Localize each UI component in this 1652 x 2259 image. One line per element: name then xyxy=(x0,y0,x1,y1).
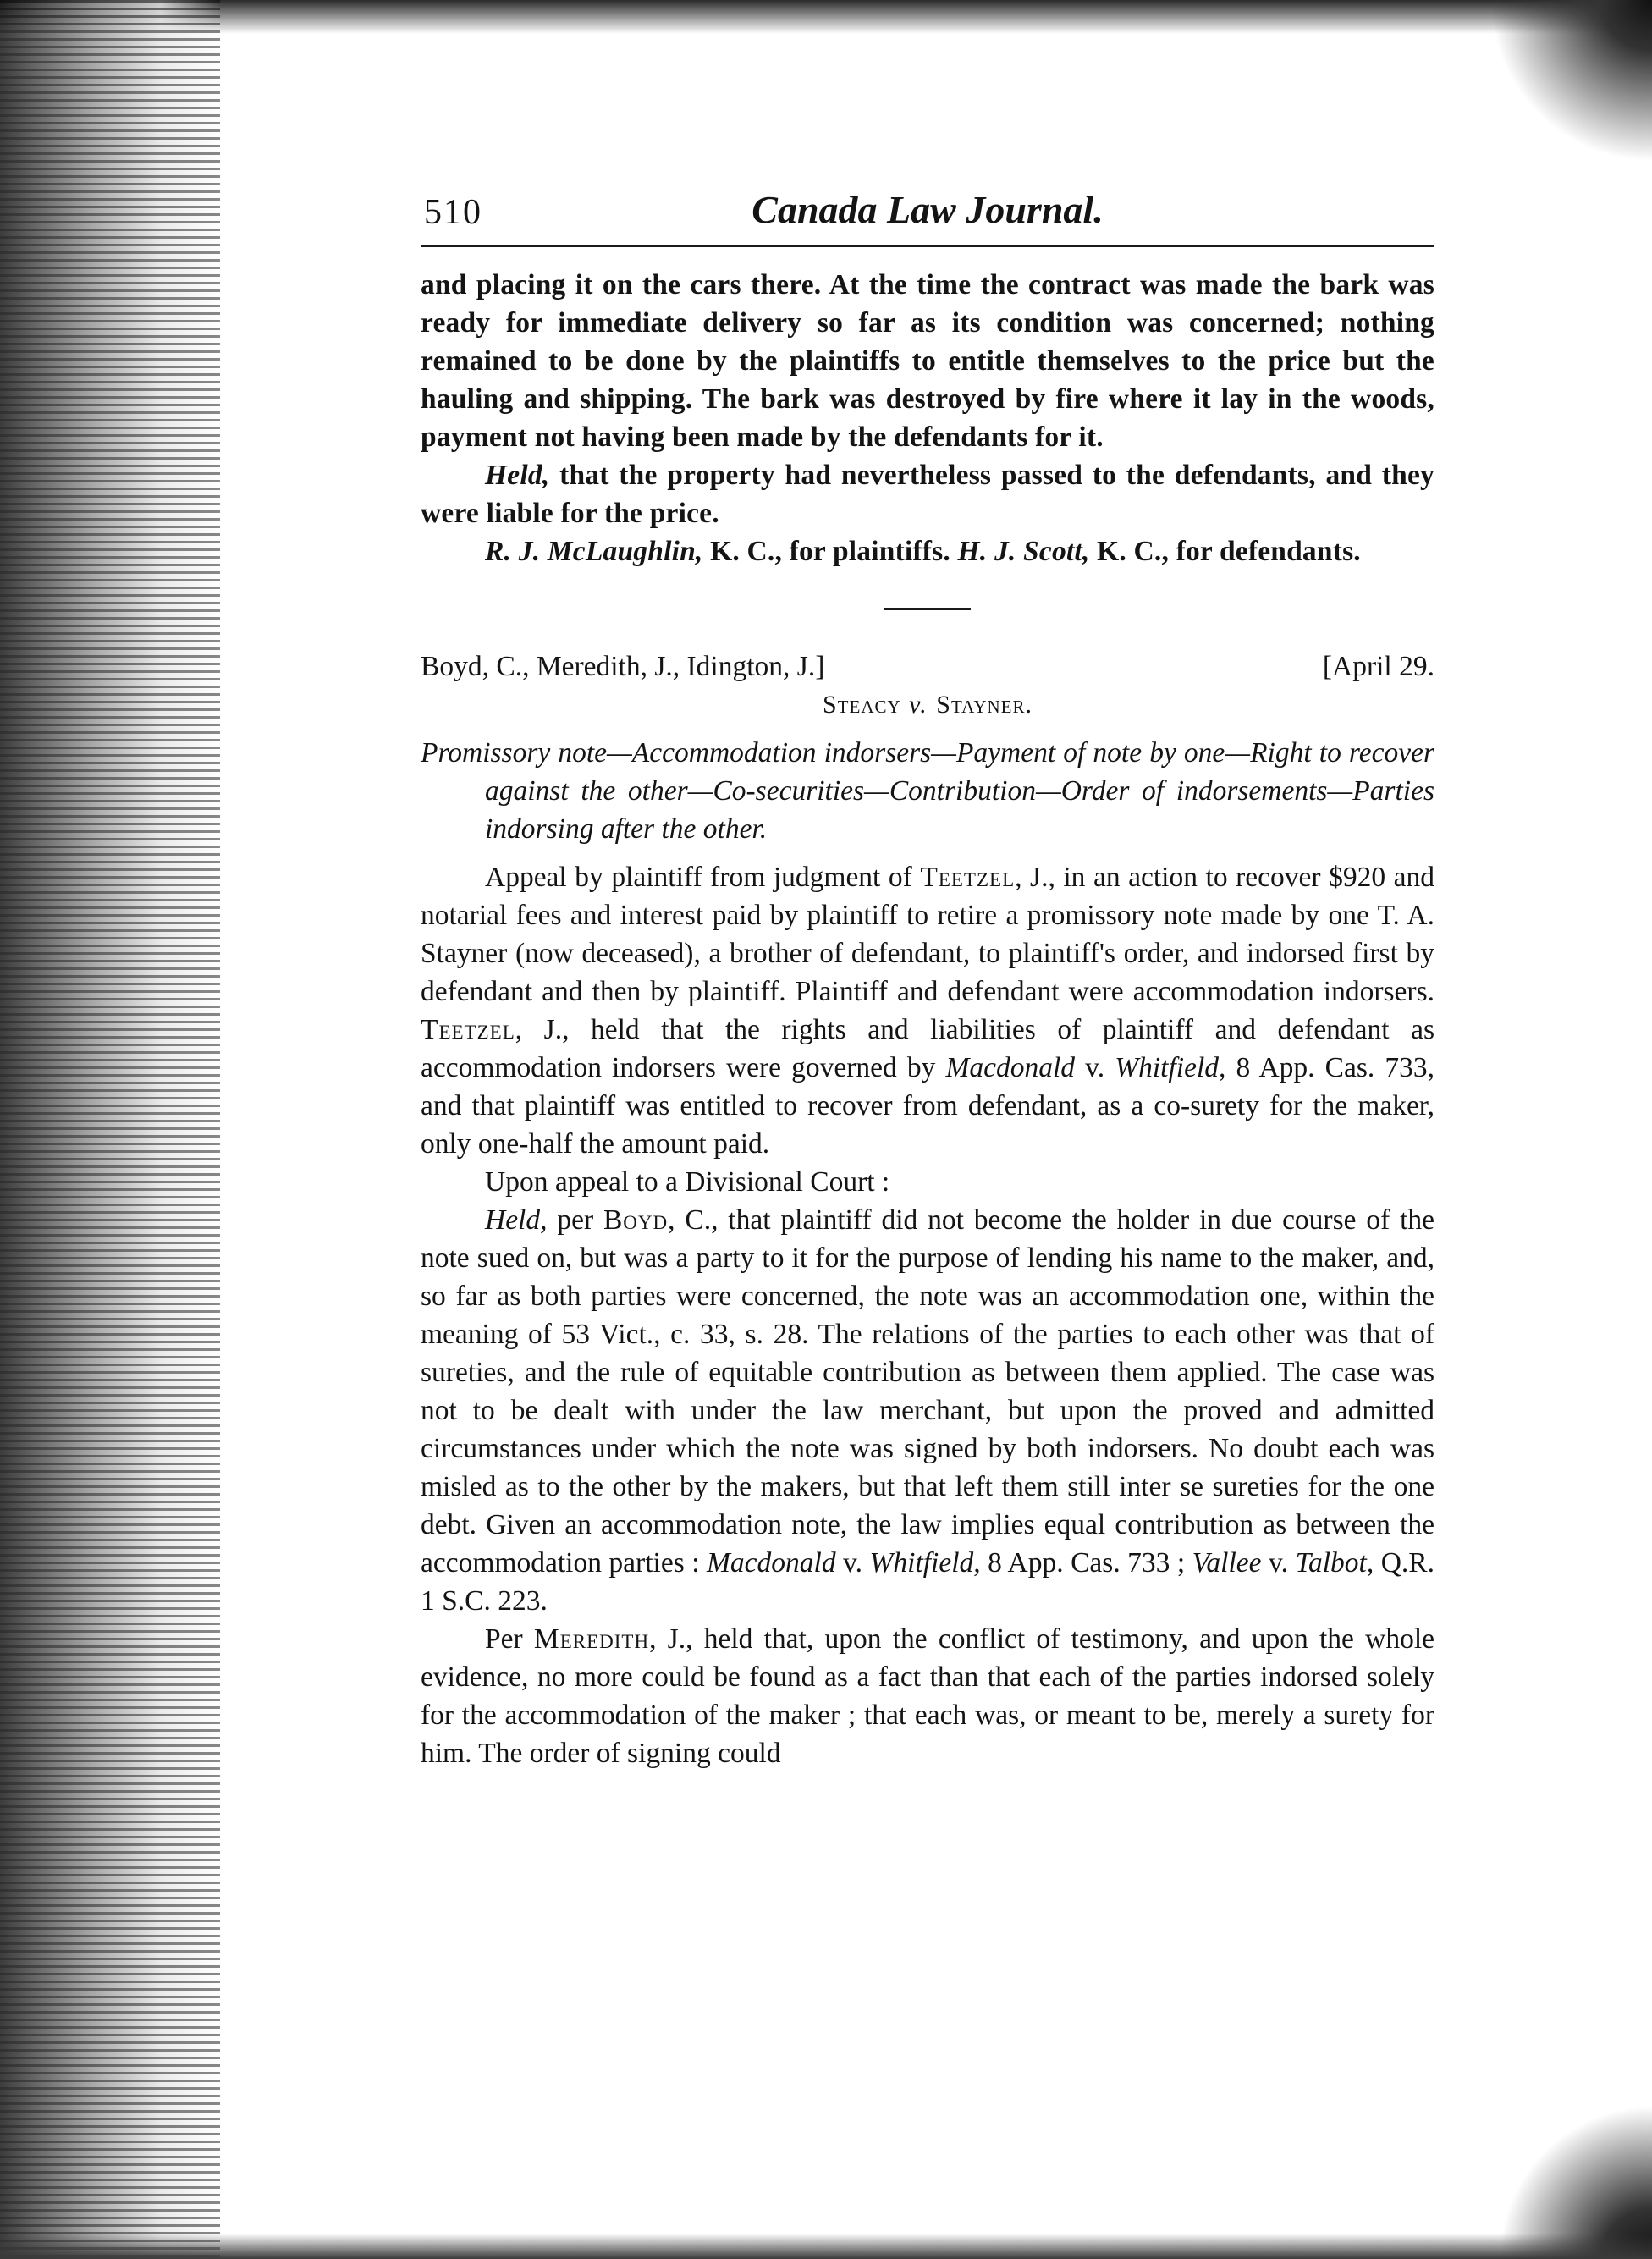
held-versus-2: v. xyxy=(1261,1547,1296,1579)
per-meredith-text: , J., held that, upon the conflict of testimony, and upon the whole evidence, no more could be found as a fact than that each of the parties indorsed solely for the accommodation of the maker ; that each was, or meant to be, merely a surety for him. The order of signing could xyxy=(421,1623,1435,1769)
appeal-citation-party-2: Whitfield, xyxy=(1115,1052,1226,1083)
upon-appeal-line: Upon appeal to a Divisional Court : xyxy=(485,1166,890,1198)
journal-page xyxy=(421,182,1434,1772)
journal-title: Canada Law Journal. xyxy=(752,188,1104,231)
scan-edge-bottom xyxy=(0,2234,1652,2259)
held-citation-end: Q.R. 1 S.C. 223. xyxy=(421,1547,1434,1617)
header-rule xyxy=(421,245,1434,247)
appeal-citation-party-1: Macdonald xyxy=(945,1052,1076,1083)
counsel-defendants-text: K. C., for defendants. xyxy=(1089,536,1361,567)
appeal-text-4: 8 App. Cas. 733, and that plaintiff was entitled to recover from defendant, as a co-surety for the maker, only one-half the amount paid. xyxy=(421,1052,1434,1160)
page-number: 510 xyxy=(424,193,482,232)
held-citation-4: Talbot, xyxy=(1295,1547,1374,1579)
counsel-plaintiffs-text: K. C., for plaintiffs. xyxy=(702,536,958,567)
held-citation-1: Macdonald xyxy=(706,1547,836,1579)
held-boyd-paragraph xyxy=(421,1201,1434,1620)
held-judge: Boyd xyxy=(603,1204,669,1236)
counsel-defendants-name: H. J. Scott, xyxy=(957,536,1090,567)
per-meredith-paragraph xyxy=(421,1620,1434,1772)
case-separator xyxy=(884,608,971,610)
bench: Boyd, C., Meredith, J., Idington, J.] xyxy=(421,651,825,682)
held-boyd-text: , C., that plaintiff did not become the holder in due course of the note sued on, but was a party to it for the purpose of lending his name to the maker, and, so far as both parties were concerned, the note was an accommodation one, within the meaning of 53 Vict., c. 33, s. 28. The relations of the parties to each other was that of sureties, and the rule of equitable contribution as between them applied. The case was not to be dealt with under the law merchant, but upon the proved and admitted circumstances under which the note was signed by both indorsers. No doubt each was misled as to the other by the makers, but that left them still inter se sureties for the one debt. Given an accommodation note, the law implies equal contribution as between the accommodation parties : xyxy=(421,1204,1434,1579)
case-title xyxy=(421,686,1434,724)
appeal-text-3: , J., held that the rights and liabilities of plaintiff and defendant as accommodation indorsers were governed by xyxy=(421,1014,1434,1083)
held-label-2: Held, xyxy=(485,1204,548,1236)
appeal-text-1: Appeal by plaintiff from judgment of xyxy=(485,862,921,893)
held-citation-2: Whitfield, xyxy=(869,1547,981,1579)
headnote: Promissory note—Accommodation indorsers—Payment of note by one—Right to recover against the other—Co-securities—Contribution—Order of indorsements—Parties indorsing after the other. xyxy=(421,737,1434,845)
decision-date: [April 29. xyxy=(1322,651,1434,682)
held-per: per xyxy=(547,1204,603,1236)
previous-case-held xyxy=(421,456,1434,532)
case-versus: v. xyxy=(900,691,937,719)
scan-corner-top-right xyxy=(1466,0,1652,169)
appeal-judge: Teetzel xyxy=(920,862,1016,893)
scan-edge-top xyxy=(0,0,1652,34)
appeal-versus: v. xyxy=(1075,1052,1115,1083)
per-judge: Meredith xyxy=(533,1623,650,1655)
appeal-paragraph xyxy=(421,858,1434,1163)
case-defendant: Stayner. xyxy=(936,691,1032,719)
held-versus-1: v. xyxy=(835,1547,870,1579)
previous-case-paragraph: and placing it on the cars there. At the time the contract was made the bark was ready for immediate delivery so far as its condition was concerned; nothing remained to be done by the plaintiffs to entitle themselves to the price but the hauling and shipping. The bark was destroyed by fire where it lay in the woods, payment not having been made by the defendants for it. xyxy=(421,269,1434,453)
counsel-plaintiffs-name: R. J. McLaughlin, xyxy=(485,536,703,567)
appeal-text-2: , J., in an action to recover $920 and notarial fees and interest paid by plaintiff to retire a promissory note made by one T. A. Stayner (now deceased), a brother of defendant, to plaintiff's order, and indorsed first by defendant and then by plaintiff. Plaintiff and defendant were accommodation indorsers. xyxy=(421,862,1434,1007)
scan-edge-left xyxy=(0,0,220,2259)
held-text: that the property had nevertheless passed to the defendants, and they were liable for the price. xyxy=(421,460,1434,529)
running-head xyxy=(421,182,1434,241)
per-label: Per xyxy=(485,1623,534,1655)
held-label: Held, xyxy=(485,460,550,491)
held-citation-mid: 8 App. Cas. 733 ; xyxy=(980,1547,1192,1579)
case-plaintiff: Steacy xyxy=(822,691,901,719)
appeal-judge-2: Teetzel xyxy=(421,1014,515,1045)
previous-case-counsel xyxy=(421,532,1434,570)
bench-line xyxy=(421,647,1434,686)
held-citation-3: Vallee xyxy=(1192,1547,1262,1579)
